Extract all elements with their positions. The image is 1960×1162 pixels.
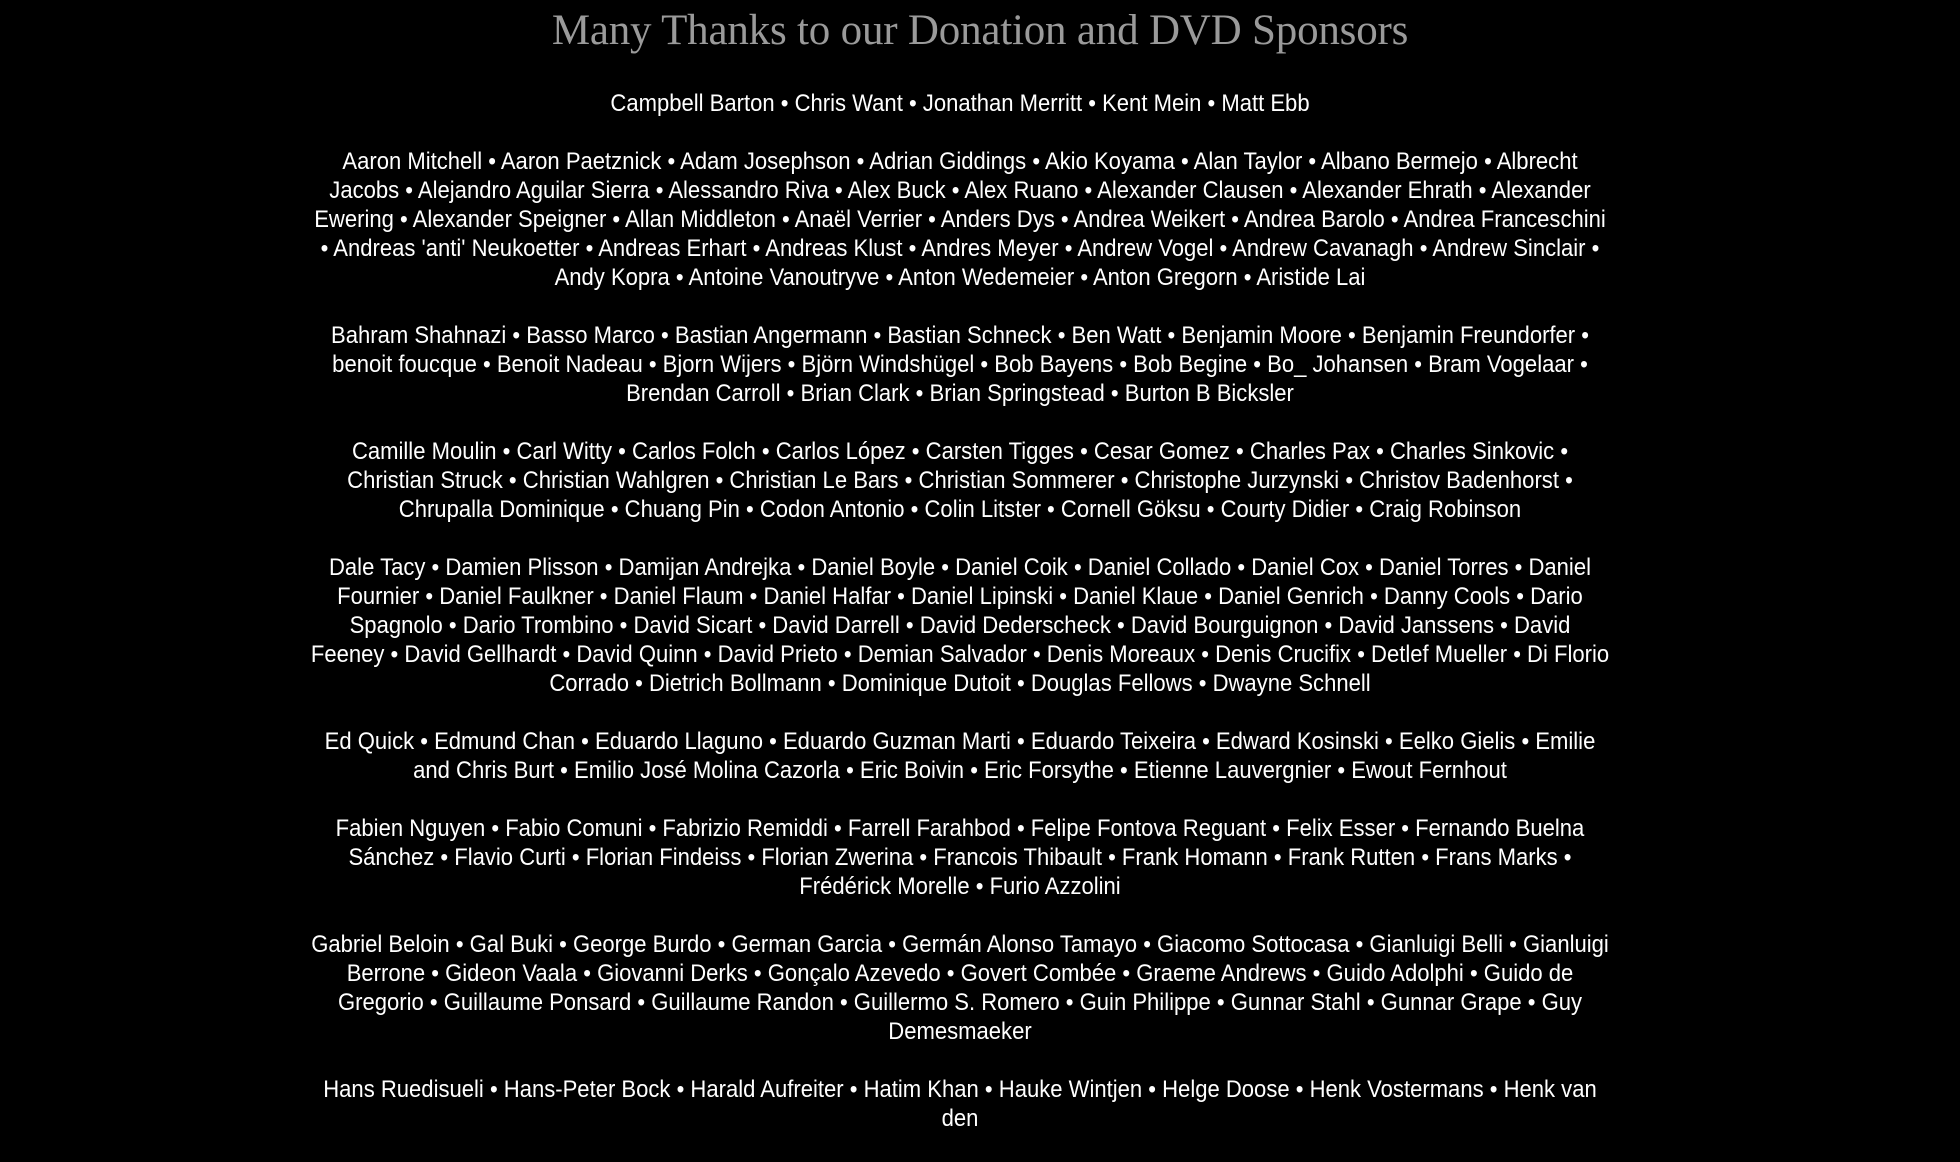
page-title: Many Thanks to our Donation and DVD Sponsors: [551, 7, 1409, 54]
sponsor-group-featured: Campbell Barton • Chris Want • Jonathan Merritt • Kent Mein • Matt Ebb: [610, 90, 1310, 117]
sponsor-list: [310, 89, 1610, 1162]
sponsor-group-c: Camille Moulin • Carl Witty • Carlos Folch • Carlos López • Carsten Tigges • Cesar Gomez • Charles Pax • Charles Sinkovic • Christian Struck • Christian Wahlgren • Christian Le Bars • Christian Sommerer • Christophe Jurzynski • Christov Badenhorst • Chrupalla Dominique • Chuang Pin • Codon Antonio • Colin Litster • Cornell Göksu • Courty Didier • Craig Robinson: [347, 438, 1573, 523]
sponsor-group-b: Bahram Shahnazi • Basso Marco • Bastian Angermann • Bastian Schneck • Ben Watt • Benjamin Moore • Benjamin Freundorfer • benoit foucque • Benoit Nadeau • Bjorn Wijers • Björn Windshügel • Bob Bayens • Bob Begine • Bo_ Johansen • Bram Vogelaar • Brendan Carroll • Brian Clark • Brian Springstead • Burton B Bicksler: [330, 322, 1590, 407]
sponsor-group-e: Ed Quick • Edmund Chan • Eduardo Llaguno • Eduardo Guzman Marti • Eduardo Teixeira • Edward Kosinski • Eelko Gielis • Emilie and Chris Burt • Emilio José Molina Cazorla • Eric Boivin • Eric Forsythe • Etienne Lauvergnier • Ewout Fernhout: [324, 728, 1596, 784]
sponsor-group-a: Aaron Mitchell • Aaron Paetznick • Adam Josephson • Adrian Giddings • Akio Koyama • Alan Taylor • Albano Bermejo • Albrecht Jacobs • Alejandro Aguilar Sierra • Alessandro Riva • Alex Buck • Alex Ruano • Alexander Clausen • Alexander Ehrath • Alexander Ewering • Alexander Speigner • Allan Middleton • Anaël Verrier • Anders Dys • Andrea Weikert • Andrea Barolo • Andrea Franceschini • Andreas 'anti' Neukoetter • Andreas Erhart • Andreas Klust • Andres Meyer • Andrew Vogel • Andrew Cavanagh • Andrew Sinclair • Andy Kopra • Antoine Vanoutryve • Anton Wedemeier • Anton Gregorn • Aristide Lai: [314, 148, 1606, 291]
sponsor-group-f: Fabien Nguyen • Fabio Comuni • Fabrizio Remiddi • Farrell Farahbod • Felipe Fontova Reguant • Felix Esser • Fernando Buelna Sánchez • Flavio Curti • Florian Findeiss • Florian Zwerina • Francois Thibault • Frank Homann • Frank Rutten • Frans Marks • Frédérick Morelle • Furio Azzolini: [335, 815, 1585, 900]
sponsor-group-g: Gabriel Beloin • Gal Buki • George Burdo • German Garcia • Germán Alonso Tamayo • Giacomo Sottocasa • Gianluigi Belli • Gianluigi Berrone • Gideon Vaala • Giovanni Derks • Gonçalo Azevedo • Govert Combée • Graeme Andrews • Guido Adolphi • Guido de Gregorio • Guillaume Ponsard • Guillaume Randon • Guillermo S. Romero • Guin Philippe • Gunnar Stahl • Gunnar Grape • Guy Demesmaeker: [311, 931, 1609, 1045]
sponsor-group-h: Hans Ruedisueli • Hans-Peter Bock • Harald Aufreiter • Hatim Khan • Hauke Wintjen • Helge Doose • Henk Vostermans • Henk van den: [323, 1076, 1597, 1132]
sponsor-group-d: Dale Tacy • Damien Plisson • Damijan Andrejka • Daniel Boyle • Daniel Coik • Daniel Collado • Daniel Cox • Daniel Torres • Daniel Fournier • Daniel Faulkner • Daniel Flaum • Daniel Halfar • Daniel Lipinski • Daniel Klaue • Daniel Genrich • Danny Cools • Dario Spagnolo • Dario Trombino • David Sicart • David Darrell • David Dederscheck • David Bourguignon • David Janssens • David Feeney • David Gellhardt • David Quinn • David Prieto • Demian Salvador • Denis Moreaux • Denis Crucifix • Detlef Mueller • Di Florio Corrado • Dietrich Bollmann • Dominique Dutoit • Douglas Fellows • Dwayne Schnell: [310, 554, 1610, 697]
